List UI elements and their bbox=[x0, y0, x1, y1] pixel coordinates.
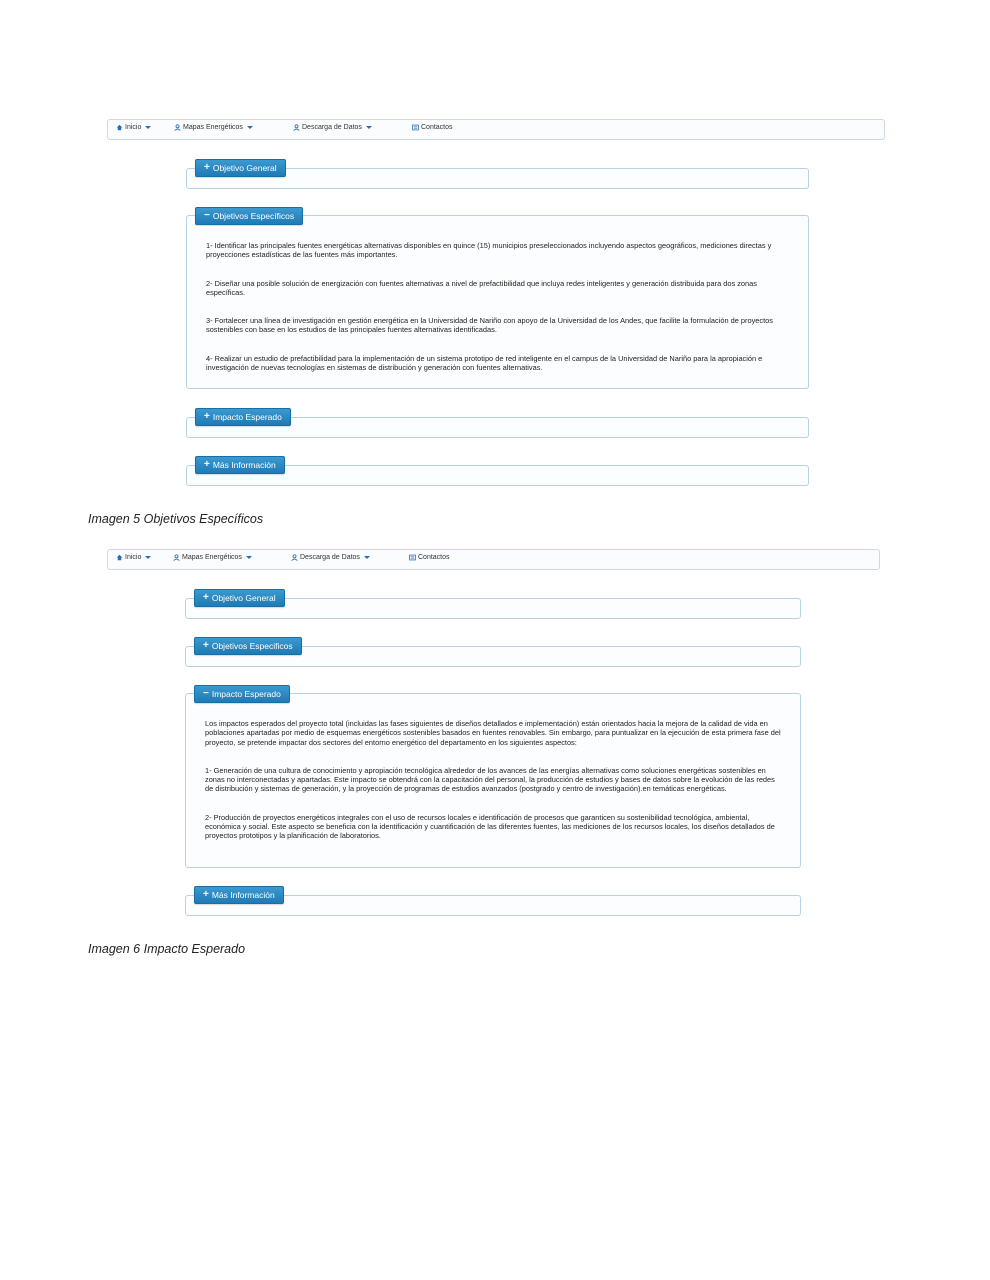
contact-card-icon bbox=[409, 554, 416, 561]
objetivos-especificos-label: Objetivos Especificos bbox=[211, 641, 293, 651]
mas-informacion-label: Más Información bbox=[212, 460, 276, 470]
plus-icon: + bbox=[204, 162, 210, 173]
plus-icon: + bbox=[203, 889, 209, 900]
minus-icon: − bbox=[204, 210, 210, 221]
plus-icon: + bbox=[204, 459, 210, 470]
nav-descarga-2[interactable] bbox=[291, 554, 370, 561]
user-icon bbox=[174, 124, 181, 131]
navbar-2 bbox=[107, 549, 880, 570]
mas-informacion-label: Más Información bbox=[211, 890, 275, 900]
caption-imagen-5: Imagen 5 Objetivos Específicos bbox=[88, 512, 264, 526]
objetivos-especificos-content bbox=[206, 241, 788, 372]
nav-descarga-1[interactable] bbox=[293, 124, 372, 131]
paragraph: 1- Identificar las principales fuentes energéticas alternativas disponibles en quince (15) municipios preseleccionados incluyendo aspectos geográficos, mediciones directas y proyecciones estadísticas de las fuentes más importantes. bbox=[206, 241, 772, 260]
caret-down-icon bbox=[364, 556, 370, 559]
nav-inicio-2[interactable] bbox=[116, 554, 151, 561]
paragraph: 2- Producción de proyectos energéticos integrales con el uso de recursos locales e identificación de procesos que garanticen su sostenibilidad tecnológica, ambiental, económica y social. Este aspecto se beneficia con la identificación y cuantificación de las diferentes fuentes, las mediciones de los recursos locales, los diseños detallados de proyectos prototipos y la planificación de laboratorios. bbox=[205, 812, 775, 841]
nav-contactos-label: Contactos bbox=[421, 124, 453, 131]
caret-down-icon bbox=[246, 556, 252, 559]
nav-descarga-label: Descarga de Datos bbox=[302, 124, 362, 131]
objetivos-especificos-button-2[interactable] bbox=[194, 637, 302, 655]
caption-imagen-6: Imagen 6 Impacto Esperado bbox=[88, 942, 246, 956]
user-icon bbox=[293, 124, 300, 131]
caret-down-icon bbox=[145, 126, 151, 129]
user-icon bbox=[291, 554, 298, 561]
panel-objetivos-especificos-1 bbox=[186, 215, 809, 389]
caret-down-icon bbox=[366, 126, 372, 129]
impacto-esperado-button-1[interactable] bbox=[195, 408, 291, 426]
panel-impacto-2 bbox=[185, 693, 801, 868]
objetivo-general-label: Objetivo General bbox=[211, 593, 276, 603]
impacto-esperado-label: Impacto Esperado bbox=[212, 412, 282, 422]
paragraph: 1- Generación de una cultura de conocimiento y apropiación tecnológica alrededor de los avances de las energías alternativas como soluciones energéticas sostenibles en zonas no interconectadas y apartadas. Este impacto se obtendrá con la capacitación del personal, la producción de estudios y bases de datos sobre la evolución de las redes de distribución y sistemas de generación, y la proyección de programas de estudios avanzados (postgrado y centro de investigación).en temáticas energéticas. bbox=[205, 765, 775, 794]
objetivo-general-button-1[interactable] bbox=[195, 159, 286, 177]
impacto-esperado-content bbox=[205, 719, 785, 841]
nav-descarga-label: Descarga de Datos bbox=[300, 554, 360, 561]
paragraph: 3- Fortalecer una línea de investigación en gestión energética en la Universidad de Nariño con apoyo de la Universidad de los Andes, que facilite la formulación de proyectos sostenibles con base en los estudios de las principales fuentes alternativas identificadas. bbox=[206, 316, 773, 335]
caret-down-icon bbox=[247, 126, 253, 129]
caret-down-icon bbox=[145, 556, 151, 559]
paragraph: 2- Diseñar una posible solución de energización con fuentes alternativas a nivel de prefactibilidad que incluya redes inteligentes y generación distribuida para dos zonas específicas. bbox=[206, 278, 757, 297]
nav-inicio-label: Inicio bbox=[125, 124, 142, 131]
nav-inicio-1[interactable] bbox=[116, 124, 151, 131]
paragraph: 4- Realizar un estudio de prefactibilidad para la implementación de un sistema prototipo de red inteligente en el campus de la Universidad de Nariño para la apropiación e investigación de nuevas tecnologías en sistemas de distribución y generación con fuentes alternativas. bbox=[206, 353, 763, 373]
nav-contactos-label: Contactos bbox=[418, 554, 450, 561]
contact-card-icon bbox=[412, 124, 419, 131]
plus-icon: + bbox=[204, 411, 210, 422]
paragraph: Los impactos esperados del proyecto total (incluidas las fases siguientes de diseños detallados e implementación) están orientados hacia la mejora de la calidad de vida en poblaciones apartadas por medio de esquemas energéticos sostenibles basados en fuentes renovables. Sin embargo, para puntualizar en la ejecución de esta primera fase del proyecto, se pretende impactar dos sectores del entorno energético del departamento en los siguientes aspectos: bbox=[205, 719, 781, 747]
nav-contactos-2[interactable] bbox=[409, 554, 450, 561]
plus-icon: + bbox=[203, 640, 209, 651]
navbar-1 bbox=[107, 119, 885, 140]
nav-mapas-label: Mapas Energéticos bbox=[182, 554, 242, 561]
mas-informacion-button-2[interactable] bbox=[194, 886, 284, 904]
nav-contactos-1[interactable] bbox=[412, 124, 453, 131]
user-icon bbox=[173, 554, 180, 561]
plus-icon: + bbox=[203, 592, 209, 603]
objetivo-general-button-2[interactable] bbox=[194, 589, 285, 607]
objetivo-general-label: Objetivo General bbox=[212, 163, 277, 173]
mas-informacion-button-1[interactable] bbox=[195, 456, 285, 474]
nav-mapas-1[interactable] bbox=[174, 124, 253, 131]
home-icon bbox=[116, 554, 123, 561]
impacto-esperado-button-2[interactable] bbox=[194, 685, 290, 703]
nav-mapas-2[interactable] bbox=[173, 554, 252, 561]
impacto-esperado-label: Impacto Esperado bbox=[211, 689, 281, 699]
minus-icon: − bbox=[203, 688, 209, 699]
objetivos-especificos-button-1[interactable] bbox=[195, 207, 303, 225]
nav-mapas-label: Mapas Energéticos bbox=[183, 124, 243, 131]
nav-inicio-label: Inicio bbox=[125, 554, 142, 561]
objetivos-especificos-label: Objetivos Específicos bbox=[212, 211, 295, 221]
home-icon bbox=[116, 124, 123, 131]
